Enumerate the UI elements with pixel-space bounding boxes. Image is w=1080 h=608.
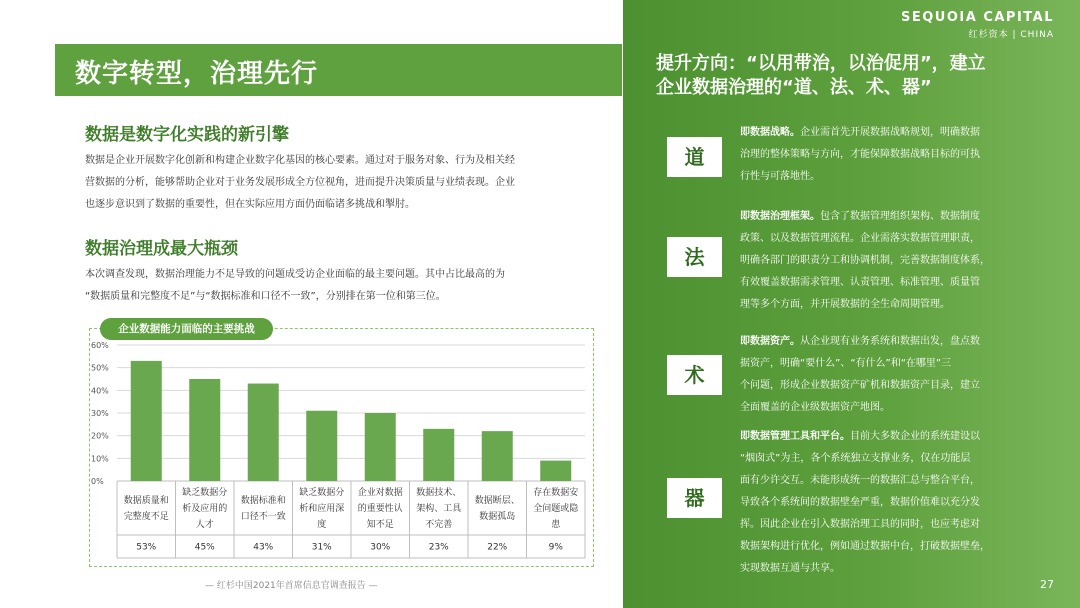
dao-lead: 即数据战略。	[740, 127, 800, 138]
category-label: 患	[551, 520, 561, 530]
qi-badge	[667, 478, 722, 518]
y-tick-label: 40%	[91, 386, 109, 396]
value-label: 9%	[548, 542, 563, 553]
shu-line: 全面覆盖的企业级数据资产地图。	[740, 402, 890, 413]
category-label: 数据技术、	[416, 488, 462, 498]
qi-label: 器	[684, 486, 705, 510]
bar	[365, 413, 396, 481]
category-label: 人才	[195, 520, 214, 530]
qi-line: 面有少许交互。未能形成统一的数据汇总与整合平台，	[740, 475, 980, 486]
shu-line: 个问题，形成企业数据资产矿机和数据资产目录，建立	[740, 380, 980, 391]
shu-label: 术	[684, 363, 705, 387]
fa-line: 包含了数据管理组织架构、数据制度	[820, 211, 980, 222]
y-tick-label: 60%	[91, 341, 109, 350]
section1-line: 数据是企业开展数字化创新和构建企业数字化基因的核心要素。通过对于服务对象、行为及相关经	[85, 155, 515, 166]
shu-badge	[667, 355, 722, 395]
qi-line: 目前大多数企业的系统建设以	[850, 431, 980, 442]
dao-text	[740, 122, 1033, 188]
value-label: 23%	[428, 542, 449, 553]
section2-line: 本次调查发现，数据治理能力不足导致的问题成受访企业面临的最主要问题。其中占比最高的为	[85, 269, 505, 280]
bar	[131, 361, 162, 481]
category-label: 架构、工具	[416, 504, 462, 514]
dao-line: 企业需首先开展数据战略规划，明确数据	[800, 127, 980, 138]
footer-text: — 红杉中国2021年首席信息官调查报告 —	[205, 581, 378, 591]
category-label: 的重要性认	[357, 504, 403, 514]
qi-line: 挥。因此企业在引入数据治理工具的同时，也应考虑对	[740, 519, 980, 530]
shu-line: 据资产，明确“要什么”、“有什么”和“在哪里”三	[740, 358, 952, 369]
bar	[189, 379, 220, 481]
section1-line: 也逐步意识到了数据的重要性，但在实际应用方面仍面临诸多挑战和掣肘。	[85, 199, 415, 210]
section1-line: 营数据的分析，能够帮助企业对于业务发展形成全方位视角，进而提升决策质量与业绩表现。企业	[85, 177, 515, 188]
logo-main: SEQUOIA CAPITAL	[901, 10, 1054, 25]
category-label: 知不足	[366, 520, 394, 530]
y-tick-label: 20%	[91, 431, 109, 441]
right-title	[656, 52, 1046, 100]
chart-title: 企业数据能力面临的主要挑战	[118, 323, 255, 335]
value-label: 31%	[311, 542, 332, 553]
value-label: 22%	[487, 542, 508, 553]
bar	[423, 429, 454, 481]
category-label: 存在数据安	[533, 488, 579, 498]
bar	[540, 461, 571, 481]
dao-label: 道	[684, 145, 705, 169]
fa-text	[740, 206, 1033, 316]
value-label: 45%	[194, 542, 215, 553]
y-tick-label: 30%	[91, 409, 109, 418]
dao-badge	[667, 137, 722, 177]
value-label: 30%	[370, 542, 391, 553]
shu-lead: 即数据资产。	[740, 336, 800, 347]
right-title-line: 提升方向：“以用带治，以治促用”，建立	[656, 53, 986, 74]
qi-line: “烟囱式”为主，各个系统独立支撑业务，仅在功能层	[740, 453, 971, 464]
qi-line: 导致各个系统间的数据壁垒严重，数据价值难以充分发	[740, 497, 980, 508]
fa-line: 明确各部门的职责分工和协调机制，完善数据制度体系，	[740, 255, 990, 266]
category-label: 析和应用深	[299, 504, 345, 514]
category-label: 口径不一致	[240, 512, 286, 522]
category-label: 完整度不足	[123, 512, 169, 522]
fa-lead: 即数据治理框架。	[740, 211, 820, 222]
category-label: 度	[317, 520, 327, 530]
value-label: 53%	[136, 542, 157, 553]
fa-label: 法	[684, 245, 705, 269]
right-panel	[623, 0, 1080, 608]
category-label: 不完善	[425, 520, 453, 530]
category-label: 企业对数据	[357, 488, 403, 498]
page-number: 27	[1040, 578, 1054, 591]
category-label: 缺乏数据分	[299, 488, 345, 498]
logo-sub: 红杉资本 | CHINA	[968, 30, 1054, 40]
dao-line: 治理的整体策略与方向，才能保障数据战略目标的可执	[740, 149, 980, 160]
right-title-line: 企业数据治理的“道、法、术、器”	[656, 77, 932, 98]
y-tick-label: 10%	[91, 454, 109, 464]
category-label: 缺乏数据分	[182, 488, 228, 498]
bar	[306, 411, 337, 481]
sequoia-logo	[901, 10, 1054, 40]
category-label: 数据孤岛	[479, 512, 516, 522]
qi-text	[740, 426, 1033, 580]
bar	[248, 384, 279, 481]
y-tick-label: 0%	[91, 477, 104, 486]
value-label: 43%	[253, 542, 274, 553]
shu-line: 从企业现有业务系统和数据出发，盘点数	[800, 336, 980, 347]
bar	[482, 431, 513, 481]
section2-line: “数据质量和完整度不足”与“数据标准和口径不一致”，分别排在第一位和第三位。	[85, 291, 446, 302]
section2-heading: 数据治理成最大瓶颈	[85, 239, 238, 259]
category-label: 数据质量和	[123, 496, 169, 506]
fa-line: 理等多个方面，并开展数据的全生命周期管理。	[740, 299, 950, 310]
page-title: 数字转型，治理先行	[75, 59, 319, 89]
fa-badge	[667, 237, 722, 277]
y-tick-label: 50%	[91, 363, 109, 373]
category-label: 数据断层、	[474, 496, 520, 506]
qi-line: 数据架构进行优化，例如通过数据中台，打破数据壁垒，	[740, 541, 990, 552]
section1-heading: 数据是数字化实践的新引擎	[85, 125, 289, 145]
category-label: 数据标准和	[240, 496, 286, 506]
shu-text	[740, 331, 1033, 419]
fa-line: 政策、以及数据管理流程。企业需落实数据管理职责，	[740, 233, 980, 244]
category-label: 全问题或隐	[533, 504, 579, 514]
qi-lead: 即数据管理工具和平台。	[740, 431, 850, 442]
fa-line: 有效覆盖数据需求管理、认责管理、标准管理、质量管	[740, 277, 980, 288]
qi-line: 实现数据互通与共享。	[740, 563, 840, 574]
category-label: 析及应用的	[182, 504, 228, 514]
dao-line: 行性与可落地性。	[740, 171, 820, 182]
